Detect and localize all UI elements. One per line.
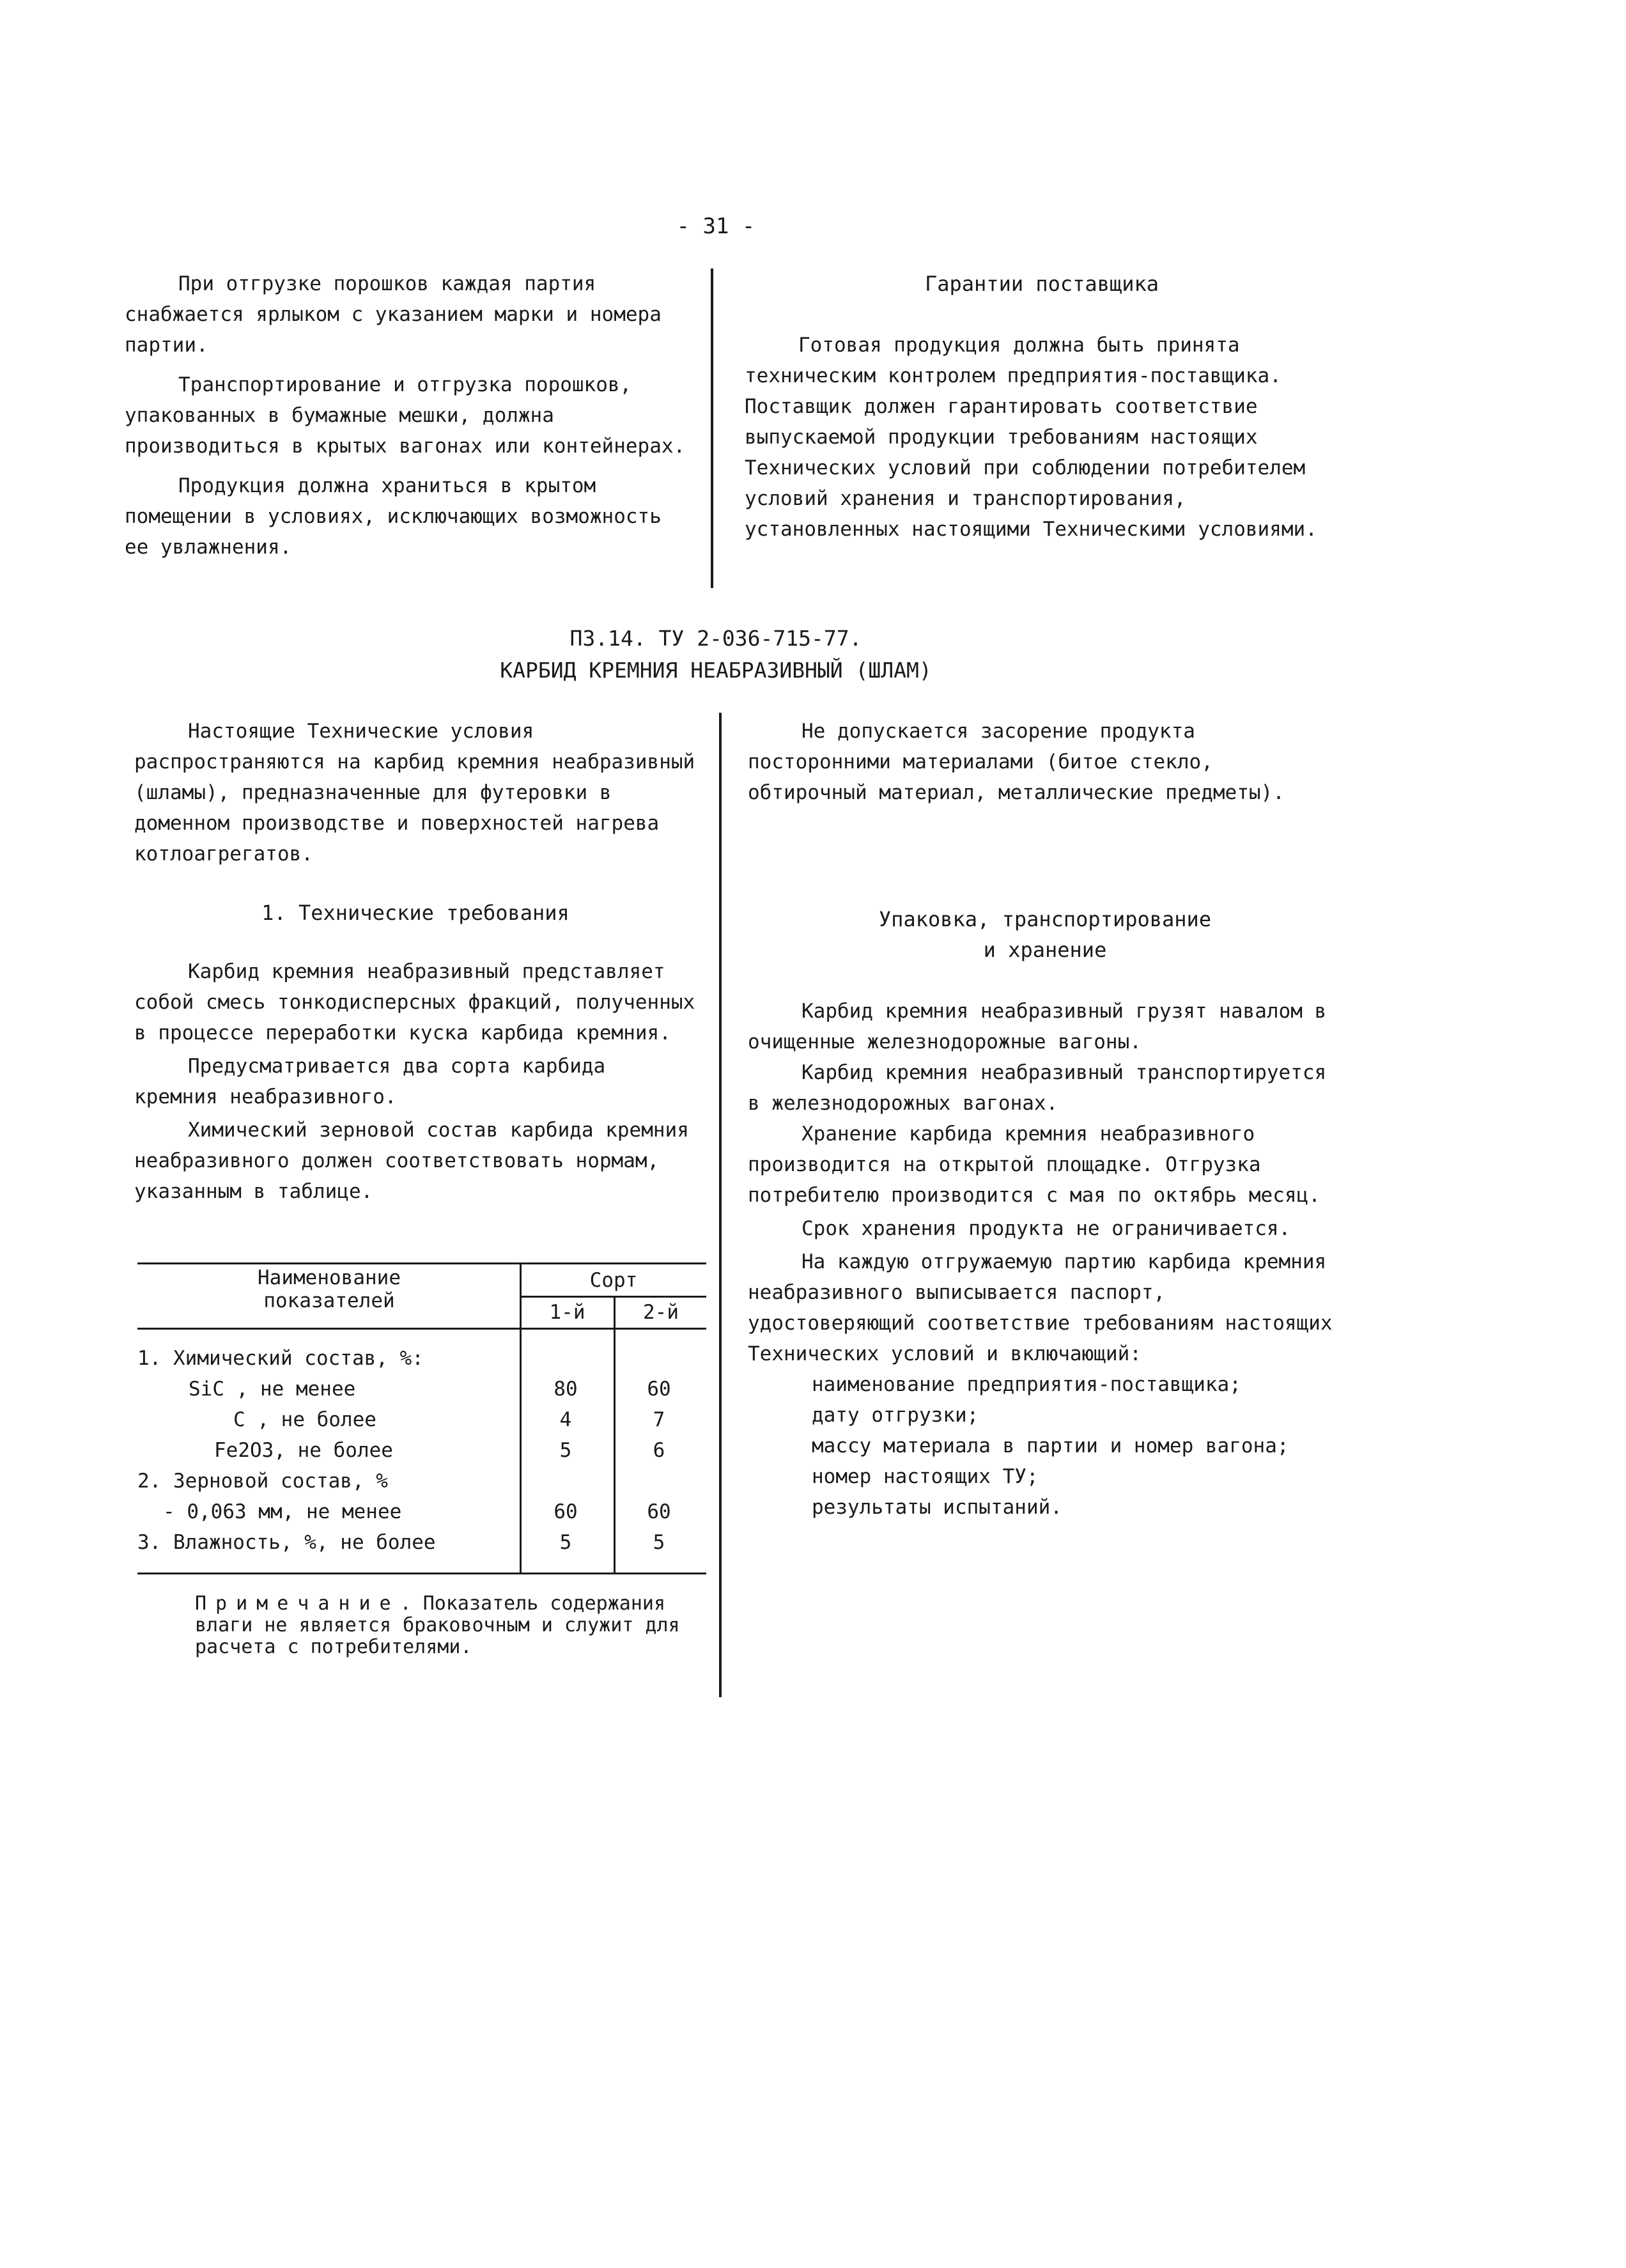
row-value-grade-2: 60 [647, 1500, 671, 1523]
section-name: КАРБИД КРЕМНИЯ НЕАБРАЗИВНЫЙ (ШЛАМ) [500, 658, 932, 683]
row-value-grade-2: 5 [653, 1531, 665, 1554]
composition-table [137, 1262, 706, 1576]
row-label: 1. Химический состав, %: [137, 1347, 424, 1370]
grades-paragraph: Предусматривается два сорта карбида кремния неабразивного. [134, 1055, 606, 1108]
norms-paragraph: Химический зерновой состав карбида кремния неабразивного должен соответствовать нормам, указанным в таблице. [134, 1119, 689, 1203]
row-value-grade-1: 5 [559, 1531, 572, 1554]
bottom-left-column [134, 716, 697, 1207]
header-grade-2: 2-й [643, 1301, 679, 1324]
header-indicator-name: Наименование показателей [258, 1266, 401, 1312]
loading-paragraph: Карбид кремния неабразивный грузят навалом в очищенные железнодорожные вагоны. [748, 1000, 1327, 1053]
row-value-grade-2: 6 [653, 1439, 665, 1462]
row-label: - 0,063 мм, не менее [163, 1500, 402, 1523]
table-col-divider-2 [614, 1296, 616, 1574]
header-grade: Сорт [589, 1269, 638, 1292]
row-value-grade-2: 7 [653, 1408, 665, 1431]
page-number: - 31 - [676, 214, 755, 239]
packaging-heading-line-2: и хранение [983, 938, 1107, 962]
shelf-life-paragraph: Срок хранения продукта не ограничивается. [801, 1217, 1291, 1240]
bottom-column-divider [719, 713, 722, 1697]
list-item: дату отгрузки; [812, 1404, 979, 1427]
row-label: C , не более [233, 1408, 376, 1431]
row-label: 2. Зерновой состав, % [137, 1470, 388, 1493]
row-value-grade-2: 60 [647, 1378, 671, 1401]
scope-paragraph: Настоящие Технические условия распространяются на карбид кремния неабразивный (шламы), предназначенные для футеровки в доменном производстве и поверхностей нагрева котлоагрегатов. [134, 720, 695, 866]
supplier-guarantee-heading: Гарантии поставщика [924, 272, 1159, 296]
transport-paragraph: Карбид кремния неабразивный транспортируется в железнодорожных вагонах. [748, 1061, 1327, 1115]
table-top-rule [137, 1262, 706, 1264]
row-label: 3. Влажность, %, не более [137, 1531, 436, 1554]
guarantee-paragraph: Готовая продукция должна быть принята техническим контролем предприятия-поставщика. Поставщик должен гарантировать соответствие выпускаемой продукции требованиям настоящих Технических условий при соблюдении потребителем условий хранения и транспортирования, установленных настоящими Техническими условиями. [745, 334, 1317, 541]
technical-requirements-heading: 1. Технические требования [261, 901, 569, 925]
top-column-divider [711, 268, 713, 588]
table-note [195, 1593, 732, 1658]
composition-paragraph: Карбид кремния неабразивный представляет собой смесь тонкодисперсных фракций, полученных в процессе переработки куска карбида кремния. [134, 960, 695, 1045]
bottom-right-column [748, 716, 1342, 1523]
row-label: Fe2O3, не более [214, 1439, 393, 1462]
list-item: массу материала в партии и номер вагона; [812, 1434, 1289, 1457]
row-value-grade-1: 80 [554, 1378, 578, 1401]
top-left-column [125, 268, 687, 563]
section-code: П3.14. ТУ 2-036-715-77. [569, 626, 862, 651]
row-value-grade-1: 4 [559, 1408, 572, 1431]
list-item: наименование предприятия-поставщика; [812, 1373, 1241, 1396]
note-text: . Показатель содержания влаги не является браковочным и служит для расчета с потребителями. [195, 1592, 680, 1658]
storage-paragraph: Продукция должна храниться в крытом помещении в условиях, исключающих возможность ее увлажнения. [125, 474, 662, 559]
packaging-heading-line-1: Упаковка, транспортирование [878, 907, 1212, 931]
header-grade-1: 1-й [549, 1301, 585, 1324]
passport-paragraph: На каждую отгружаемую партию карбида кремния неабразивного выписывается паспорт, удостоверяющий соответствие требованиям настоящих Технических условий и включающий: [748, 1250, 1333, 1365]
top-right-column [745, 268, 1339, 545]
labeling-paragraph: При отгрузке порошков каждая партия снабжается ярлыком с указанием марки и номера партии. [125, 272, 662, 357]
table-header-rule [137, 1328, 706, 1330]
row-label: SiC , не менее [189, 1378, 356, 1401]
table-bottom-rule [137, 1573, 706, 1574]
note-label: Примечание [195, 1592, 400, 1615]
row-value-grade-1: 5 [559, 1439, 572, 1462]
row-value-grade-1: 60 [554, 1500, 578, 1523]
list-item: номер настоящих ТУ; [812, 1465, 1039, 1488]
storage-paragraph: Хранение карбида кремния неабразивного производится на открытой площадке. Отгрузка потребителю производится с мая по октябрь месяц. [748, 1122, 1320, 1207]
list-item: результаты испытаний. [812, 1496, 1062, 1519]
transport-paragraph: Транспортирование и отгрузка порошков, упакованных в бумажные мешки, должна производиться в крытых вагонах или контейнерах. [125, 373, 686, 458]
contamination-paragraph: Не допускается засорение продукта посторонними материалами (битое стекло, обтирочный материал, металлические предметы). [748, 720, 1285, 804]
